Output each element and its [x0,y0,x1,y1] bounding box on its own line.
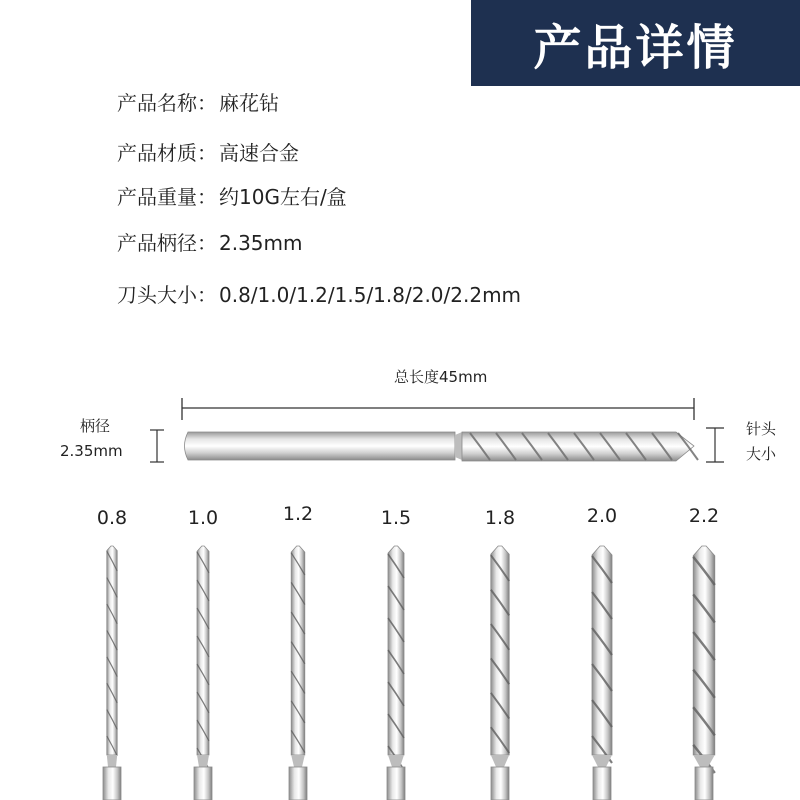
drill-bit-gallery [103,546,715,800]
tip-label-line2: 大小 [746,445,777,463]
drill-bit-1-8 [491,546,509,800]
tip-label-line1: 针头 [746,420,777,438]
spec-label: 产品柄径： [117,231,217,255]
bit-size-label-1-0: 1.0 [187,507,219,529]
drill-bit-2-2 [693,546,715,800]
drill-bit-2-0 [592,546,612,800]
tip-dimension-bracket [706,428,724,462]
drill-bit-1-2 [289,546,307,800]
shank-label-line1: 柄径 [80,417,111,435]
drill-bit-0-8 [103,546,121,800]
bit-size-label-1-8: 1.8 [484,507,516,529]
drill-bit-1-5 [387,546,405,800]
bit-size-label-1-5: 1.5 [380,507,412,529]
page-title: 产品详情 [533,19,738,76]
spec-value: 约10G左右/盒 [219,185,347,209]
spec-label: 刀头大小： [117,283,217,307]
drill-bit-1-0 [194,546,212,800]
shank-label-line2: 2.35mm [60,442,123,460]
shank-dimension-bracket [150,430,164,462]
total-length-dimension [182,398,694,420]
spec-label: 产品重量： [117,185,217,209]
spec-value: 麻花钻 [219,91,279,115]
bit-size-label-1-2: 1.2 [282,503,314,525]
hero-drill-bit-image [185,432,699,461]
spec-label: 产品材质： [117,141,217,165]
spec-value: 高速合金 [219,141,299,165]
bit-size-label-2-2: 2.2 [688,505,720,527]
bit-size-label-2-0: 2.0 [586,505,618,527]
bit-size-label-0-8: 0.8 [96,507,128,529]
total-length-label: 总长度45mm [394,368,488,386]
spec-value: 0.8/1.0/1.2/1.5/1.8/2.0/2.2mm [219,283,522,307]
spec-value: 2.35mm [219,231,303,255]
spec-label: 产品名称： [117,91,217,115]
